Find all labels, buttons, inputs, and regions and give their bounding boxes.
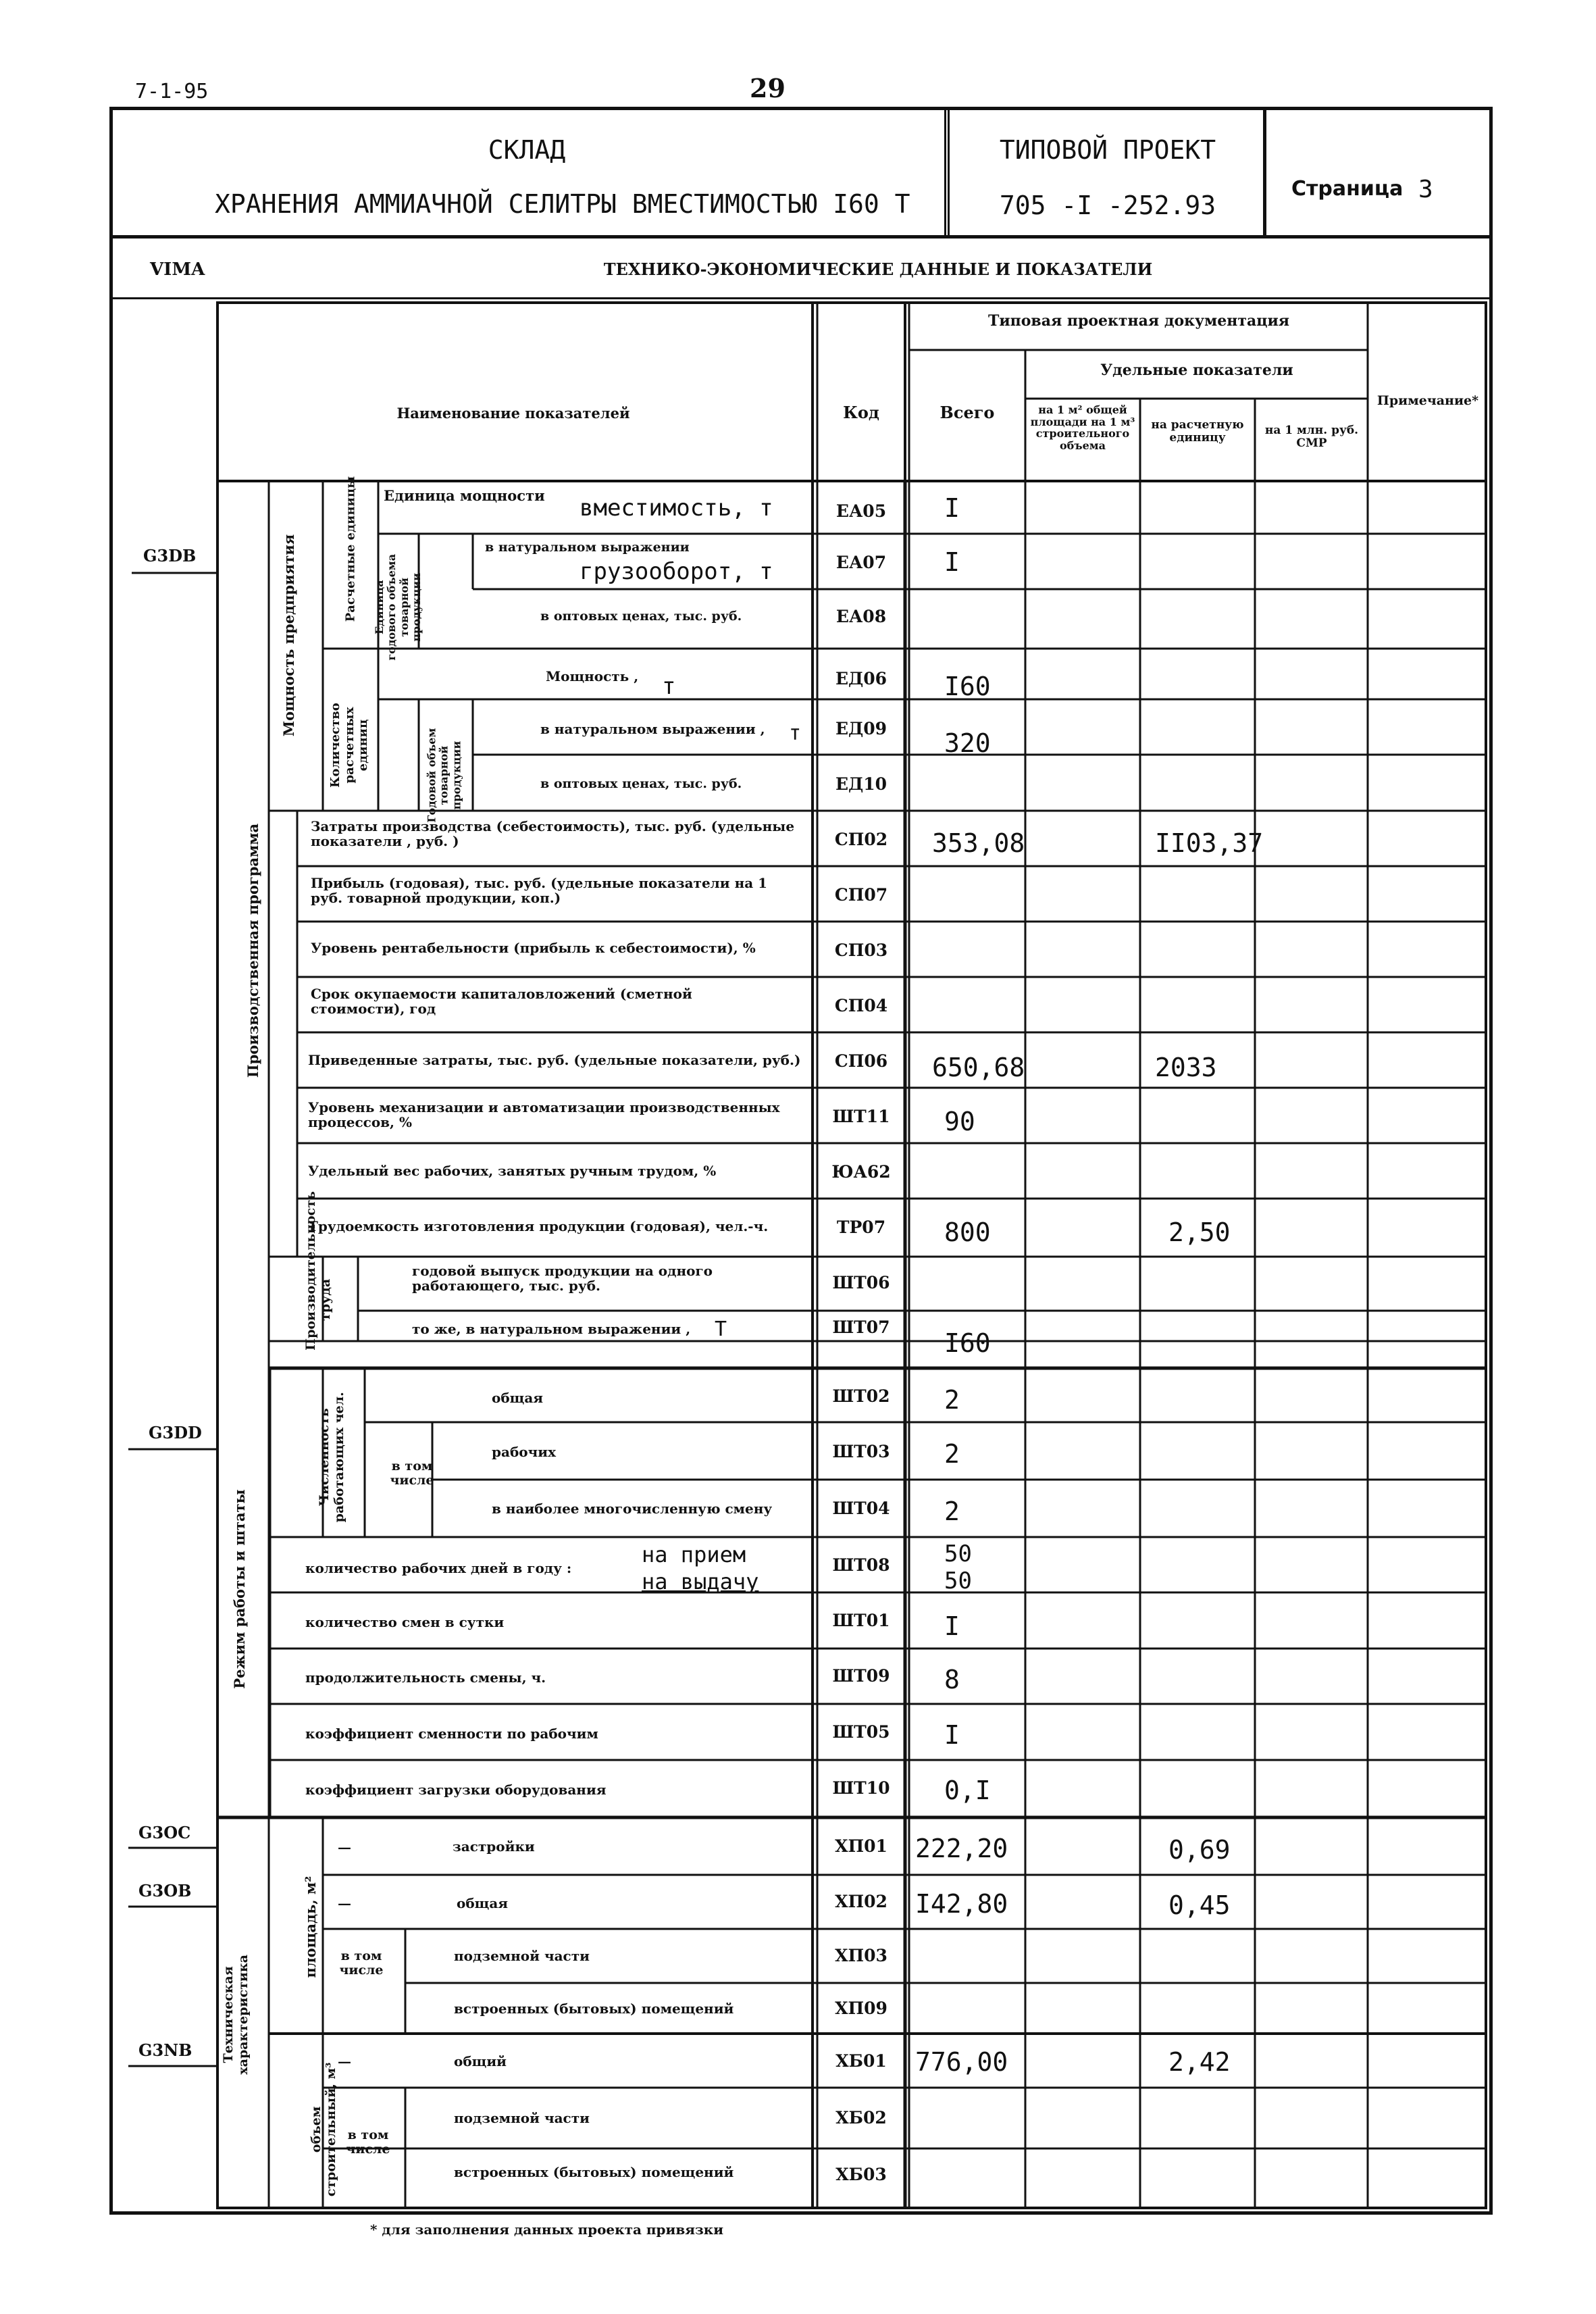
- group-productivity: Производительность труда: [303, 1191, 333, 1351]
- row-7-unit: II03,37: [1155, 828, 1264, 858]
- page-num: 3: [1418, 176, 1433, 203]
- row-10-code: СП04: [834, 996, 888, 1015]
- group-headcount: Численность работающих чел.: [317, 1392, 346, 1523]
- row-25-name: застройки: [453, 1838, 535, 1855]
- row-11-unit: 2033: [1155, 1053, 1217, 1082]
- row-20-hand-2: на выдачу: [642, 1569, 759, 1594]
- row-12-code: ШТ11: [832, 1107, 890, 1126]
- doc-number: 7-1-95: [135, 80, 209, 103]
- row-11-total: 650,68: [932, 1053, 1025, 1082]
- group-incl-3: в том числе: [346, 2128, 390, 2157]
- row-20-hand-1: на прием: [642, 1542, 746, 1567]
- row-13-name: Удельный вес рабочих, занятых ручным трудом, %: [308, 1163, 717, 1179]
- group-calc-units: Расчетные единицы: [343, 476, 358, 622]
- row-25-code: ХП01: [835, 1836, 887, 1856]
- row-8-code: СП07: [834, 885, 888, 905]
- side-tag-g3ob: G3OB: [138, 1881, 192, 1901]
- row-22-name: продолжительность смены, ч.: [305, 1669, 546, 1686]
- row-14-unit: 2,50: [1168, 1217, 1231, 1247]
- row-7-name: Затраты производства (себестоимость), тыс. руб. (удельные показатели , руб. ): [311, 818, 795, 849]
- row-8-name: Прибыль (годовая), тыс. руб. (удельные показатели на 1 руб. товарной продукции, коп.): [311, 875, 768, 906]
- project-number: 705 -I -252.93: [999, 191, 1216, 220]
- row-23-code: ШТ05: [832, 1722, 890, 1742]
- row-5-hand: т: [789, 722, 802, 745]
- row-28-code: ХП09: [835, 1998, 887, 2018]
- row-24-name: коэффициент загрузки оборудования: [305, 1782, 607, 1798]
- side-tag-g3dd: G3DD: [149, 1423, 202, 1442]
- group-annual-unit: Единица годового объема товарной продукции: [373, 553, 423, 661]
- group-area: площадь, м²: [301, 1876, 319, 1978]
- row-13-code: ЮА62: [831, 1162, 891, 1182]
- row-3-code: ЕА08: [835, 607, 887, 626]
- row-2-hand: грузооборот, т: [580, 558, 773, 585]
- row-16-name: то же, в натуральном выражении ,: [412, 1321, 691, 1337]
- col-per-unit: на расчетную единицу: [1151, 418, 1244, 445]
- row-20-code: ШТ08: [832, 1555, 890, 1575]
- row-23-name: коэффициент сменности по рабочим: [305, 1726, 598, 1742]
- row-25-unit: 0,69: [1168, 1835, 1231, 1865]
- row-19-total: 2: [944, 1496, 960, 1526]
- row-10-name: Срок окупаемости капиталовложений (сметной стоимости), год: [311, 986, 692, 1017]
- row-26-code: ХП02: [835, 1892, 887, 1911]
- row-18-total: 2: [944, 1439, 960, 1469]
- row-22-code: ШТ09: [832, 1666, 890, 1686]
- row-19-code: ШТ04: [832, 1499, 890, 1518]
- row-20-total-2: 50: [944, 1567, 972, 1594]
- row-1-total: I: [944, 493, 960, 523]
- group-calc-qty: Количество расчетных единиц: [328, 703, 371, 788]
- row-29-name: общий: [454, 2053, 507, 2069]
- col-per-mln: на 1 млн. руб. СМР: [1264, 424, 1359, 450]
- row-30-name: подземной части: [454, 2110, 590, 2126]
- row-1-code: ЕА05: [835, 501, 887, 521]
- row-15-code: ШТ06: [832, 1273, 890, 1292]
- row-16-code: ШТ07: [832, 1317, 890, 1337]
- side-tag-g3db: G3DB: [143, 546, 197, 565]
- row-6-code: ЕД10: [835, 774, 887, 794]
- row-29-code: ХБ01: [835, 2051, 887, 2071]
- row-31-code: ХБ03: [835, 2165, 887, 2184]
- row-16-total: I60: [944, 1328, 991, 1358]
- page-label: Страница: [1291, 177, 1404, 201]
- row-14-name: Трудоемкость изготовления продукции (годовая), чел.-ч.: [308, 1218, 769, 1234]
- row-25-total: 222,20: [915, 1834, 1008, 1863]
- row-5-code: ЕД09: [835, 719, 887, 738]
- row-15-name: годовой выпуск продукции на одного работающего, тыс. руб.: [412, 1263, 713, 1294]
- group-incl-2: в том числе: [339, 1948, 384, 1978]
- row-22-total: 8: [944, 1665, 960, 1694]
- group-work-mode: Режим работы и штаты: [230, 1489, 248, 1689]
- group-tech: Техническая характеристика: [221, 1955, 251, 2075]
- row-27-name: подземной части: [454, 1948, 590, 1964]
- row-18-name: рабочих: [492, 1444, 557, 1460]
- row-21-total: I: [944, 1611, 960, 1641]
- group-volume: объем строительный, м³: [309, 2062, 338, 2197]
- row-21-code: ШТ01: [832, 1611, 890, 1630]
- row-17-code: ШТ02: [832, 1386, 890, 1406]
- col-total: Всего: [939, 403, 995, 422]
- row-29-total: 776,00: [915, 2047, 1008, 2077]
- row-14-total: 800: [944, 1217, 991, 1247]
- row-5-total: 320: [944, 728, 991, 758]
- row-30-code: ХБ02: [835, 2108, 887, 2128]
- row-4-code: ЕД06: [835, 669, 887, 688]
- col-name-header: Наименование показателей: [396, 405, 630, 422]
- page-number: 29: [750, 73, 786, 103]
- row-14-code: ТР07: [836, 1217, 886, 1237]
- row-29-unit: 2,42: [1168, 2047, 1231, 2077]
- project-label: ТИПОВОЙ ПРОЕКТ: [999, 135, 1216, 165]
- row-27-code: ХП03: [835, 1946, 887, 1965]
- table-title: ТЕХНИКО-ЭКОНОМИЧЕСКИЕ ДАННЫЕ И ПОКАЗАТЕЛИ: [603, 259, 1153, 279]
- col-note: Примечание*: [1376, 393, 1479, 408]
- row-23-total: I: [944, 1720, 960, 1750]
- row-6-name: в оптовых ценах, тыс. руб.: [540, 776, 742, 791]
- row-4-name: Мощность ,: [546, 668, 639, 684]
- col-per-m2: на 1 м² общей площади на 1 м³ строительного объема: [1030, 403, 1135, 452]
- row-28-name: встроенных (бытовых) помещений: [454, 2001, 734, 2017]
- row-7-code: СП02: [834, 830, 888, 849]
- row-20-name: количество рабочих дней в году :: [305, 1560, 572, 1576]
- row-3-name: в оптовых ценах, тыс. руб.: [540, 609, 742, 624]
- row-2-total: I: [944, 547, 960, 577]
- row-4-total: I60: [944, 672, 991, 701]
- side-tag-g3nb: G3NB: [138, 2040, 192, 2060]
- row-12-name: Уровень механизации и автоматизации производственных процессов, %: [308, 1099, 780, 1130]
- group-incl-1: в том числе: [390, 1459, 434, 1488]
- row-25-dash: —: [338, 1839, 351, 1855]
- group-prod-program: Производственная программа: [244, 823, 261, 1078]
- side-tag-g3oc: G3OC: [138, 1823, 191, 1842]
- row-19-name: в наиболее многочисленную смену: [492, 1501, 773, 1517]
- row-5-name: в натуральном выражении ,: [540, 721, 765, 737]
- footnote: * для заполнения данных проекта привязки: [370, 2221, 724, 2238]
- title-line2: ХРАНЕНИЯ АММИАЧНОЙ СЕЛИТРЫ ВМЕСТИМОСТЬЮ I60 Т: [215, 189, 910, 219]
- row-12-total: 90: [944, 1107, 975, 1136]
- row-4-hand: т: [662, 673, 676, 700]
- row-26-total: I42,80: [915, 1889, 1008, 1919]
- row-26-dash: —: [338, 1895, 351, 1911]
- group-annual-volume: Годовой объем товарной продукции: [425, 728, 463, 823]
- row-2-name: в натуральном выражении: [485, 540, 690, 555]
- row-11-name: Приведенные затраты, тыс. руб. (удельные показатели, руб.): [308, 1052, 801, 1068]
- row-31-name: встроенных (бытовых) помещений: [454, 2164, 734, 2180]
- row-26-name: общая: [457, 1895, 509, 1911]
- row-17-name: общая: [492, 1390, 544, 1406]
- form-code: VIMA: [150, 259, 205, 280]
- row-29-dash: —: [338, 2053, 351, 2069]
- col-typical-doc: Типовая проектная документация: [987, 312, 1290, 330]
- row-7-total: 353,08: [932, 828, 1025, 858]
- row-9-code: СП03: [834, 940, 888, 960]
- col-code-header: Код: [843, 403, 879, 422]
- row-20-total-1: 50: [944, 1540, 972, 1567]
- row-21-name: количество смен в сутки: [305, 1614, 505, 1630]
- row-16-hand: Т: [715, 1317, 727, 1341]
- row-11-code: СП06: [834, 1051, 888, 1071]
- title-line1: СКЛАД: [488, 135, 566, 165]
- row-18-code: ШТ03: [832, 1442, 890, 1461]
- row-1-name: Единица мощности: [384, 487, 545, 504]
- group-capacity: Мощность предприятия: [280, 534, 297, 737]
- row-2-code: ЕА07: [835, 553, 887, 572]
- row-17-total: 2: [944, 1385, 960, 1415]
- row-24-total: 0,I: [944, 1776, 991, 1805]
- row-26-unit: 0,45: [1168, 1890, 1231, 1920]
- row-9-name: Уровень рентабельности (прибыль к себестоимости), %: [311, 940, 756, 956]
- row-1-hand: вместимость, т: [580, 495, 773, 522]
- col-specific: Удельные показатели: [1100, 361, 1293, 379]
- row-24-code: ШТ10: [832, 1778, 890, 1798]
